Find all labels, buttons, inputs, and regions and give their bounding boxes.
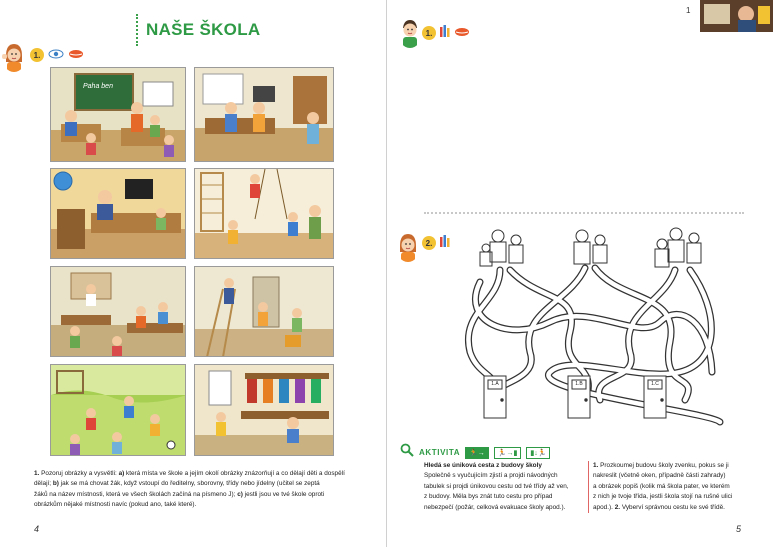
caption-line2: jak se má chovat žák, když vstoupí do ředitelny, sborovny, třídy nebo jídelny (učitel se zeptá: [60, 480, 320, 488]
children-group-right-icon: [655, 228, 701, 267]
aktivita-right-line4: apod.).: [593, 503, 613, 511]
caption-part-c: c): [237, 490, 243, 498]
mouth-icon: [68, 46, 84, 64]
page-number-left: 4: [34, 524, 40, 534]
caption-line4: obrázkům nějaké místnosti navíc (pokud ano, také které).: [34, 501, 197, 509]
aktivita-right-num1: 1.: [593, 462, 599, 469]
aktivita-left-line3: nebezpečí (požár, celková evakuace školy apod.).: [424, 503, 566, 511]
magnifier-icon: [400, 443, 414, 462]
exit-sign-run-icon: 🏃→: [465, 447, 489, 459]
caption-part-a: a): [118, 470, 125, 477]
aktivita-right-last: Vyberví správnou cestu ke své třídě.: [621, 503, 725, 511]
door-1a-label: 1.A: [491, 381, 499, 387]
task-number-badge: 2.: [422, 236, 436, 250]
scene-playground: [50, 364, 186, 456]
exit-sign-door-icon: 🏃→▮: [494, 447, 522, 459]
task-number-badge: 1.: [30, 48, 44, 62]
door-1c-label: 1.C: [651, 381, 659, 387]
scene-classroom: [50, 67, 186, 162]
aktivita-left-line1: tabulek si projdi únikovou cestu od tvé třídy až ven,: [424, 482, 569, 490]
eye-icon: [48, 46, 64, 64]
children-group-middle-icon: [574, 230, 607, 264]
exit-sign-stairs-icon: ▮↓🏃: [526, 447, 550, 459]
girl-avatar-task2-icon: [396, 232, 420, 262]
caption-line2-start: dělají;: [34, 480, 52, 488]
aktivita-column-right: [588, 461, 756, 513]
crayons-icon: [440, 234, 450, 252]
caption-task-number: 1.: [34, 470, 40, 477]
mouth-icon: [454, 24, 470, 42]
girl-avatar-icon: [2, 42, 26, 72]
aktivita-right-num2: 2.: [614, 503, 621, 511]
drawing-area-divider: [424, 212, 744, 214]
caption-line3-end: jestli jsou ve tvé škole oproti: [244, 490, 325, 498]
task1-right-header: [422, 24, 470, 42]
scene-cloakroom: [194, 364, 334, 456]
left-page-caption: [34, 469, 366, 511]
page-number-right: 5: [736, 524, 742, 534]
aktivita-left-line2: z budovy. Měla bys znát tuto cestu pro případ: [424, 493, 553, 501]
aktivita-right-line0: Prozkoumej budovu školy zvenku, pokus se ji: [600, 462, 729, 469]
aktivita-column-left: [424, 461, 584, 513]
caption-line1: která místa ve škole a jejím okolí obrázky znázorňují a co dělají děti a dospělí: [126, 470, 345, 477]
book-spine: [386, 0, 387, 547]
children-group-left-icon: [480, 230, 523, 266]
blackboard-text: Paha ben: [83, 83, 113, 90]
door-1b-label: 1.B: [575, 381, 583, 387]
maze-illustration: [450, 222, 732, 436]
title-dotted-marker: [136, 14, 138, 46]
aktivita-right-line3: z nich je tvoje třída, jestli škola stojí na rušné ulici: [593, 493, 733, 501]
scene-office: [194, 67, 334, 162]
scene-canteen: [50, 266, 186, 357]
aktivita-title: Hledá se úniková cesta z budovy školy: [424, 462, 542, 469]
chapter-title: NAŠE ŠKOLA: [146, 20, 261, 39]
crayons-icon: [440, 24, 450, 42]
aktivita-header: [400, 443, 550, 462]
aktivita-label: AKTIVITA: [419, 448, 461, 457]
scene-headmaster: [50, 168, 186, 259]
boy-avatar-icon: [398, 18, 422, 48]
scene-gym: [194, 168, 334, 259]
task2-header: [422, 234, 450, 252]
corner-number: 1: [686, 6, 691, 15]
corner-photo-thumbnail: [700, 0, 773, 32]
aktivita-right-line1: nakreslit (včetně oken, případně části zahrady): [593, 472, 726, 480]
task1-header: [30, 46, 84, 64]
caption-line3: žáků na název místnosti, která ve všech školách začíná na písmeno J);: [34, 490, 236, 498]
aktivita-left-line0: Společně s vyučujícím zjistí a projdi návodných: [424, 472, 558, 480]
scene-maintenance: [194, 266, 334, 357]
task-number-badge: 1.: [422, 26, 436, 40]
aktivita-right-line2: a obrázek popiš (kolik má škola pater, ve kterém: [593, 482, 730, 490]
caption-part-b: b): [52, 480, 59, 488]
caption-instruction: Pozoruj obrázky a vysvětli:: [41, 470, 117, 477]
